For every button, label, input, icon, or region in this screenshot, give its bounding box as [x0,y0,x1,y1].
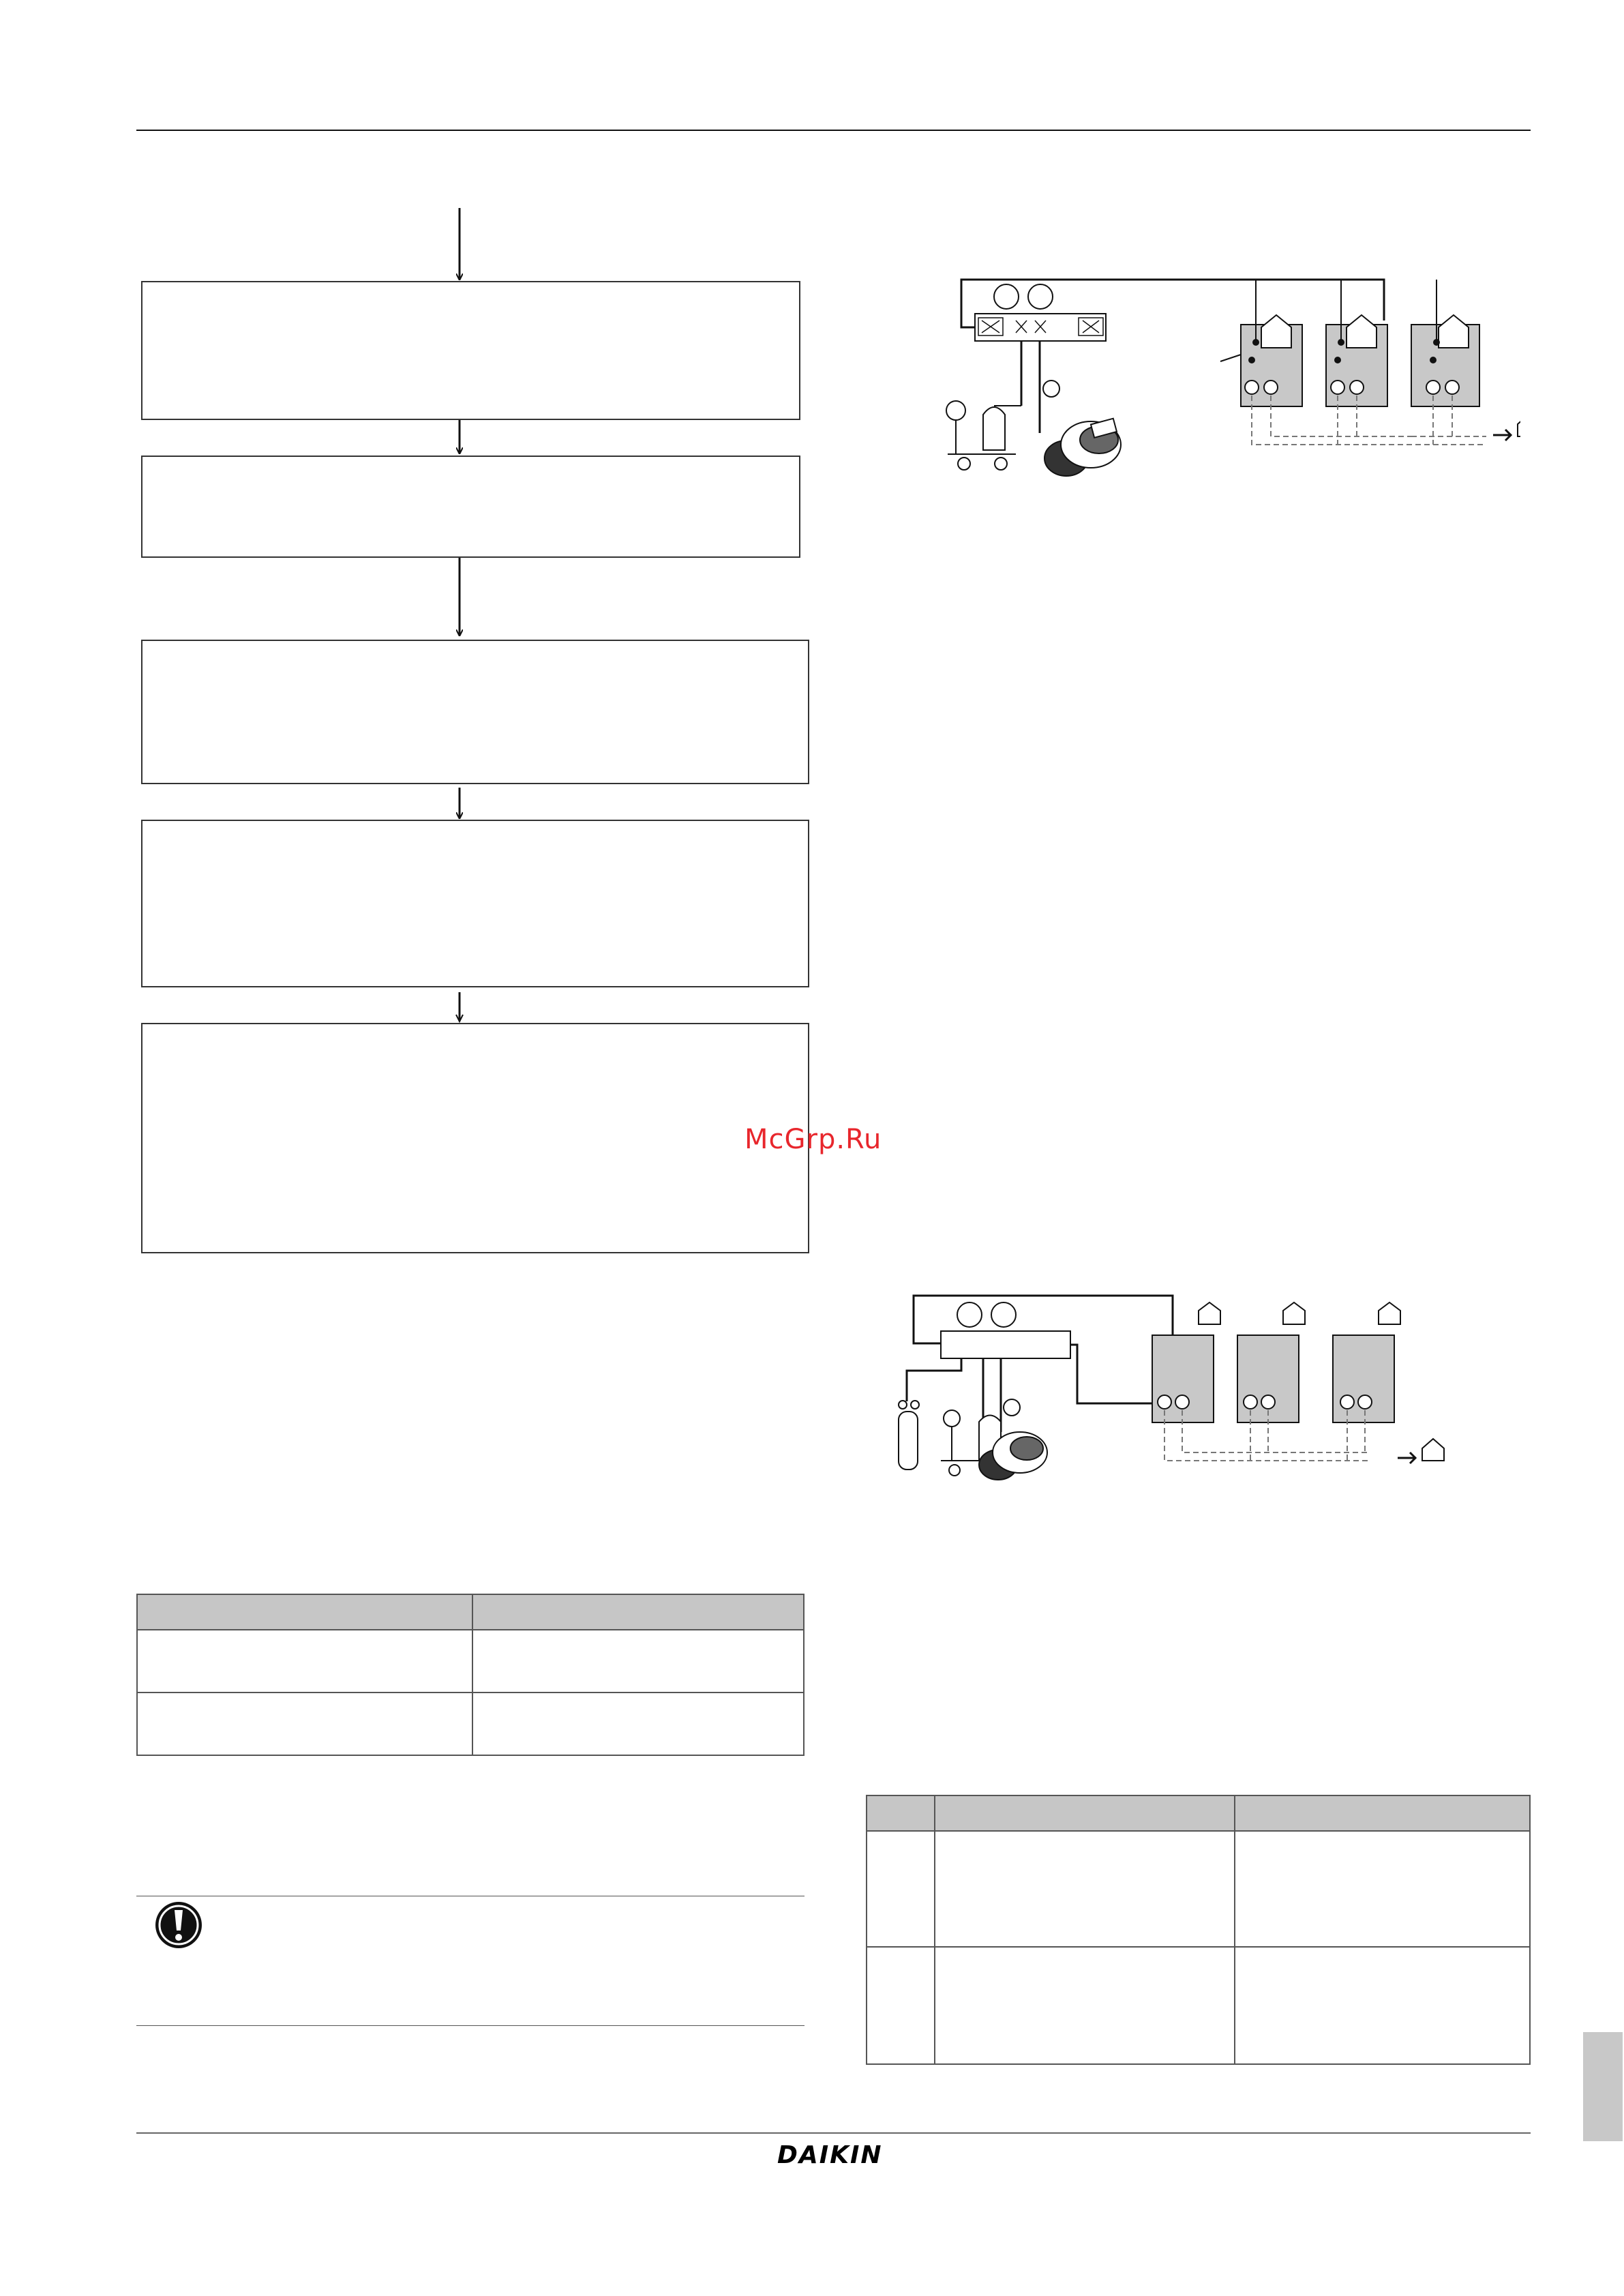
table-cell [472,1693,804,1755]
table-header-cell [137,1594,472,1630]
flow-step-4 [141,820,809,987]
daikin-logo: DAIKIN [777,2141,883,2169]
table-header-cell [867,1795,935,1831]
notice-bottom-rule [136,2025,805,2026]
table-cell [1235,1831,1530,1947]
watermark-text: McGrp.Ru [745,1124,882,1155]
right-table [866,1795,1531,2065]
vacuum-setup-diagram [920,266,1520,477]
table-header-row [867,1795,1530,1831]
flow-step-5 [141,1023,809,1253]
table-header-cell [935,1795,1235,1831]
table-cell [137,1630,472,1693]
exclamation-icon [153,1899,205,1951]
table-cell [867,1831,935,1947]
left-table [136,1594,805,1756]
flow-step-3 [141,640,809,784]
table-row [137,1630,804,1693]
table-cell [472,1630,804,1693]
table-header-row [137,1594,804,1630]
table-cell [1235,1947,1530,2064]
table-cell [867,1947,935,2064]
footer-rule [136,2132,1531,2134]
table-row [137,1693,804,1755]
table-cell [137,1693,472,1755]
flow-step-2 [141,456,800,558]
pressure-test-diagram [852,1282,1479,1487]
side-tab [1583,2032,1623,2141]
table-row [867,1947,1530,2064]
table-header-cell [1235,1795,1530,1831]
flow-step-1 [141,281,800,420]
table-header-cell [472,1594,804,1630]
table-cell [935,1947,1235,2064]
table-cell [935,1831,1235,1947]
table-row [867,1831,1530,1947]
